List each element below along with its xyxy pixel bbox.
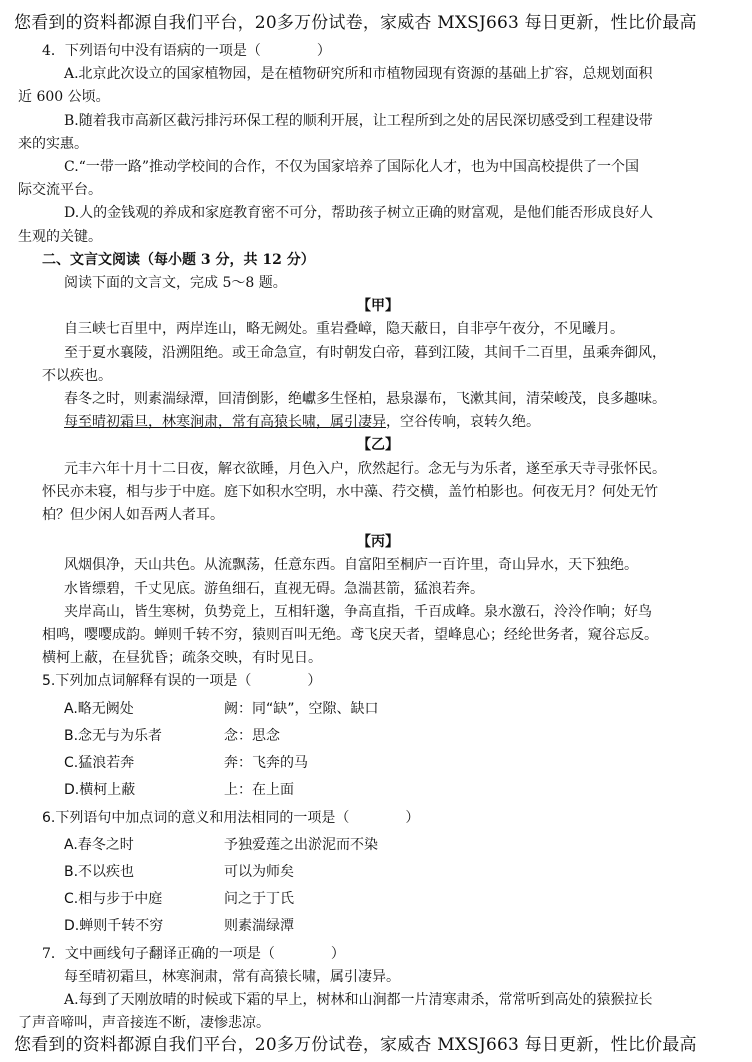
q4-option-a-line1: A.北京此次设立的国家植物园，是在植物研究所和市植物园现有资源的基础上扩容，总规划面积 <box>64 66 653 83</box>
top-banner: 您看到的资料都源自我们平台，20多万份试卷，家威杏 MXSJ663 每日更新，性比价最高 <box>14 13 697 33</box>
passage-jia-p2-line2: 不以疾也。 <box>42 367 112 384</box>
passage-bing-label: 【丙】 <box>357 534 399 551</box>
passage-bing-p2: 水皆缥碧，千丈见底。游鱼细石，直视无碍。急湍甚箭，猛浪若奔。 <box>64 580 484 597</box>
q6-stem: 6.下列语句中加点词的意义和用法相同的一项是（ ） <box>42 809 420 826</box>
passage-yi-label: 【乙】 <box>357 437 399 454</box>
q4-option-c-line1: C.“一带一路”推动学校间的合作，不仅为国家培养了国际化人才，也为中国高校提供了一个国 <box>64 159 639 176</box>
q6-option-d: D.蝉则千转不穷 则素湍绿潭 <box>64 918 294 935</box>
section-2-intro: 阅读下面的文言文，完成 5～8 题。 <box>64 275 287 292</box>
section-2-title: 二、文言文阅读（每小题 3 分，共 12 分） <box>42 251 315 268</box>
q4-option-d-line2: 生观的关键。 <box>18 228 102 245</box>
underlined-sentence: 每至晴初霜旦，林寒涧肃，常有高猿长啸，属引凄异 <box>64 414 386 431</box>
q7-stem: 7．文中画线句子翻译正确的一项是（ ） <box>42 945 345 962</box>
q6-option-c: C.相与步于中庭 问之于丁氏 <box>64 891 294 908</box>
passage-bing-p1: 风烟俱净，天山共色。从流飘荡，任意东西。自富阳至桐庐一百许里，奇山异水，天下独绝。 <box>64 557 638 574</box>
q7-quote: 每至晴初霜旦，林寒涧肃，常有高猿长啸，属引凄异。 <box>64 968 400 985</box>
q6-option-a: A.春冬之时 予独爱莲之出淤泥而不染 <box>64 836 378 853</box>
passage-jia-p3-line2 <box>18 411 738 434</box>
passage-yi-line2: 怀民亦未寝，相与步于中庭。庭下如积水空明，水中藻、荇交横，盖竹柏影也。何夜无月？何处无竹 <box>42 483 658 500</box>
q5-option-a: A.略无阙处 阙：同“缺”，空隙、缺口 <box>64 700 379 717</box>
bottom-banner: 您看到的资料都源自我们平台，20多万份试卷，家威杏 MXSJ663 每日更新，性比价最高 <box>14 1035 697 1055</box>
q5-option-c: C.猛浪若奔 奔：飞奔的马 <box>64 755 308 772</box>
q4-option-c-line2: 际交流平台。 <box>18 182 102 199</box>
q4-option-b-line1: B.随着我市高新区截污排污环保工程的顺利开展，让工程所到之处的居民深切感受到工程建设带 <box>64 112 653 129</box>
q6-option-b: B.不以疾也 可以为师矣 <box>64 863 294 880</box>
passage-jia-p1: 自三峡七百里中，两岸连山，略无阙处。重岩叠嶂，隐天蔽日，自非亭午夜分，不见曦月。 <box>64 321 624 338</box>
passage-jia-p2-line1: 至于夏水襄陵，沿溯阻绝。或王命急宣，有时朝发白帝，暮到江陵，其间千二百里，虽乘奔御风， <box>64 344 666 361</box>
passage-jia-p3-line1: 春冬之时，则素湍绿潭，回清倒影，绝巘多生怪柏，悬泉瀑布，飞漱其间，清荣峻茂，良多趣味。 <box>64 391 666 408</box>
passage-yi-line1: 元丰六年十月十二日夜，解衣欲睡，月色入户，欣然起行。念无与为乐者，遂至承天寺寻张怀民。 <box>64 460 666 477</box>
q4-stem: 4．下列语句中没有语病的一项是（ ） <box>42 43 331 59</box>
q7-option-a-line2: 了声音啼叫，声音接连不断，凄惨悲凉。 <box>18 1015 270 1032</box>
q5-option-d: D.横柯上蔽 上：在上面 <box>64 782 294 799</box>
passage-bing-p3-line1: 夹岸高山，皆生寒树，负势竞上，互相轩邈，争高直指，千百成峰。泉水激石，泠泠作响；好鸟 <box>64 603 652 620</box>
q5-option-b: B.念无与为乐者 念：思念 <box>64 727 280 744</box>
q5-stem: 5.下列加点词解释有误的一项是（ ） <box>42 673 322 690</box>
q7-option-a-line1: A.每到了天刚放晴的时候或下霜的早上，树林和山涧都一片清寒肃杀，常常听到高处的猿猴拉长 <box>64 991 653 1008</box>
passage-bing-p3-line3: 横柯上蔽，在昼犹昏；疏条交映，有时见日。 <box>42 650 322 667</box>
exam-page <box>18 40 738 1035</box>
passage-bing-p3-line2: 相鸣，嘤嘤成韵。蝉则千转不穷，猿则百叫无绝。鸢飞戾天者，望峰息心；经纶世务者，窥谷忘反。 <box>42 627 658 644</box>
q4-option-a-line2: 近 600 公顷。 <box>18 89 110 106</box>
passage-yi-line3: 柏？但少闲人如吾两人者耳。 <box>42 507 224 524</box>
q4-option-d-line1: D.人的金钱观的养成和家庭教育密不可分，帮助孩子树立正确的财富观，是他们能否形成良好人 <box>64 205 654 222</box>
passage-jia-label: 【甲】 <box>357 298 399 315</box>
passage-jia-p3-rest: ，空谷传响，哀转久绝。 <box>386 414 540 431</box>
q4-option-b-line2: 来的实惠。 <box>18 135 88 152</box>
